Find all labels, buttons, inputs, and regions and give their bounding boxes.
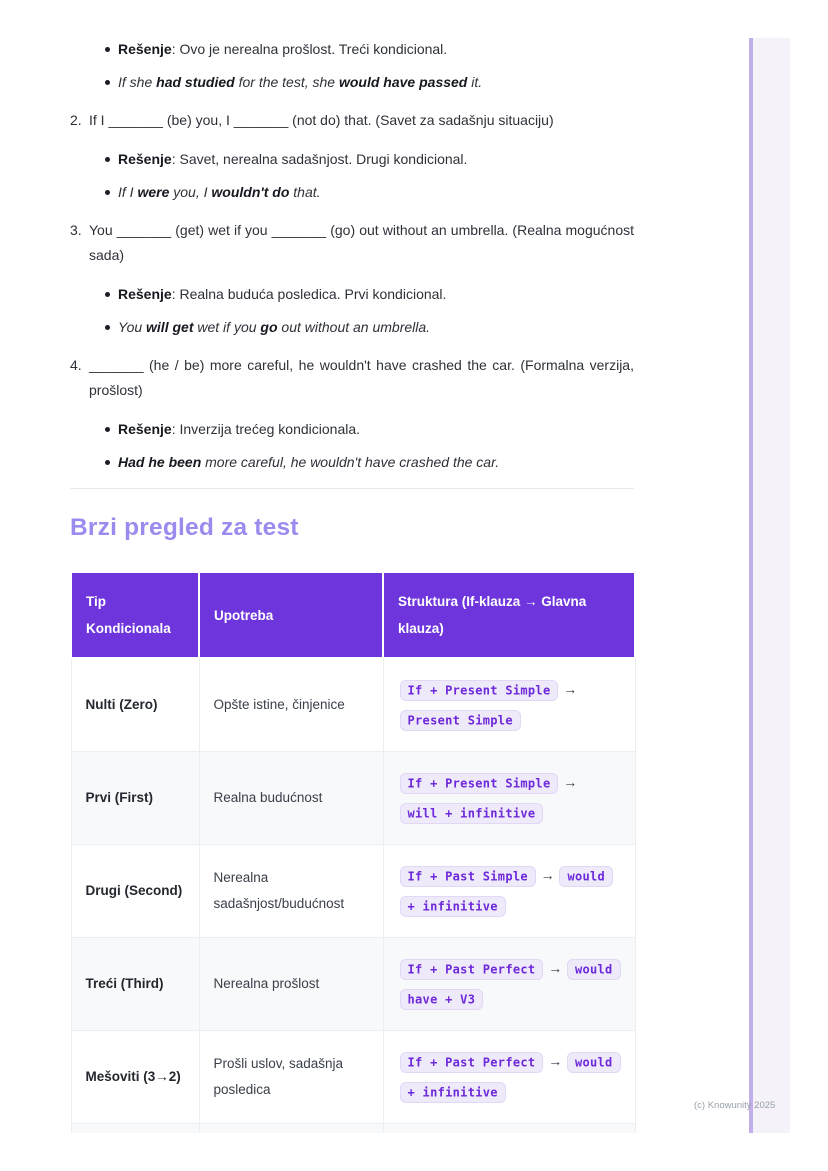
text-run: more careful, he wouldn't have crashed the car. [201, 454, 500, 470]
code-badge: If + Present Simple [400, 773, 559, 794]
code-badge: Present Simple [400, 710, 521, 731]
cell-tip: Mešoviti (3→2) [71, 1031, 199, 1124]
table-header-row [71, 572, 635, 658]
text-run: it. [467, 74, 483, 90]
text-run: Had he been [118, 454, 202, 470]
code-badge: would + infinitive [400, 1052, 621, 1103]
table-body [71, 658, 635, 1133]
empty-cell [383, 1124, 635, 1134]
solution-item [70, 282, 634, 307]
arrow-icon: → [548, 960, 563, 976]
summary-table [70, 571, 636, 1133]
page-title: Brzi pregled za test [70, 514, 299, 541]
cell-upotreba: Realna budućnost [199, 752, 383, 845]
text-run: If she [118, 74, 157, 90]
exercise-number: 2. [70, 112, 82, 128]
exercise-area [70, 0, 634, 475]
text-run: out without an umbrella. [277, 319, 431, 335]
cell-struktura [383, 658, 635, 752]
exercise-number: 3. [70, 222, 82, 238]
cell-tip: Treći (Third) [71, 938, 199, 1031]
text-run: Rešenje [118, 421, 172, 437]
solution-list [70, 282, 634, 340]
code-badge: will + infinitive [400, 803, 544, 824]
text-run: Rešenje [118, 286, 172, 302]
cell-upotreba: Prošli uslov, sadašnja posledica [199, 1031, 383, 1124]
table-row-partial [71, 1124, 635, 1134]
solution-item [70, 70, 634, 95]
text-run: You [118, 319, 147, 335]
table-row [71, 938, 635, 1031]
solution-item [70, 315, 634, 340]
arrow-icon: → [563, 774, 578, 790]
code-badge: would + infinitive [400, 866, 614, 917]
text-run: Rešenje [118, 41, 172, 57]
cell-tip: Drugi (Second) [71, 845, 199, 938]
text-run: that. [289, 184, 321, 200]
text-run: wouldn't do [211, 184, 290, 200]
cell-tip: Nulti (Zero) [71, 658, 199, 752]
text-run: If I _______ (be) you, I _______ (not do) that. (Savet za sadašnju situaciju) [89, 112, 554, 128]
cell-upotreba: Nerealna prošlost [199, 938, 383, 1031]
table-header-cell: Tip Kondicionala [71, 572, 199, 658]
exercise-item [70, 218, 634, 268]
arrow-icon: → [548, 1053, 563, 1069]
text-run: were [137, 184, 170, 200]
text-run: : Ovo je nerealna prošlost. Treći kondicional. [171, 41, 448, 57]
solution-item [70, 180, 634, 205]
solution-item [70, 417, 634, 442]
table-row [71, 752, 635, 845]
exercise-item [70, 108, 634, 133]
text-run: If I [118, 184, 138, 200]
code-badge: If + Past Perfect [400, 959, 544, 980]
page-edge-strip [753, 38, 790, 1133]
page-content [70, 0, 634, 1133]
arrow-icon: → [540, 867, 555, 883]
text-run: would have passed [338, 74, 468, 90]
cell-struktura [383, 845, 635, 938]
code-badge: would have + V3 [400, 959, 621, 1010]
text-run: you, I [169, 184, 212, 200]
solution-list [70, 37, 634, 95]
exercise-item [70, 353, 634, 403]
code-badge: If + Past Perfect [400, 1052, 544, 1073]
table-row [71, 658, 635, 752]
text-run: You _______ (get) wet if you _______ (go) out without an umbrella. (Realna mogućnost sada) [89, 222, 634, 263]
divider [70, 488, 634, 489]
table-header-cell: Upotreba [199, 572, 383, 658]
text-run: for the test, she [234, 74, 339, 90]
cell-tip: Prvi (First) [71, 752, 199, 845]
text-run: go [260, 319, 278, 335]
watermark: (c) Knowunity 2025 [694, 1100, 776, 1111]
empty-cell [199, 1124, 383, 1134]
solution-list [70, 417, 634, 475]
solution-item [70, 147, 634, 172]
text-run: wet if you [193, 319, 261, 335]
exercise-number: 4. [70, 357, 82, 373]
cell-struktura [383, 752, 635, 845]
text-run: will get [146, 319, 194, 335]
text-run: had studied [156, 74, 235, 90]
code-badge: If + Past Simple [400, 866, 536, 887]
empty-cell [71, 1124, 199, 1134]
arrow-icon: → [563, 681, 578, 697]
text-run: Rešenje [118, 151, 172, 167]
text-run: : Savet, nerealna sadašnjost. Drugi kondicional. [171, 151, 468, 167]
cell-struktura [383, 938, 635, 1031]
text-run: : Inverzija trećeg kondicionala. [171, 421, 361, 437]
cell-struktura [383, 1031, 635, 1124]
solution-list [70, 147, 634, 205]
code-badge: If + Present Simple [400, 680, 559, 701]
cell-upotreba: Nerealna sadašnjost/budućnost [199, 845, 383, 938]
table-header-cell: Struktura (If-klauza → Glavna klauza) [383, 572, 635, 658]
cell-upotreba: Opšte istine, činjenice [199, 658, 383, 752]
solution-item [70, 450, 634, 475]
table-row [71, 845, 635, 938]
text-run: _______ (he / be) more careful, he wouldn't have crashed the car. (Formalna verzija, prošlost) [89, 357, 634, 398]
table-row [71, 1031, 635, 1124]
solution-item [70, 37, 634, 62]
text-run: : Realna buduća posledica. Prvi kondicional. [171, 286, 447, 302]
